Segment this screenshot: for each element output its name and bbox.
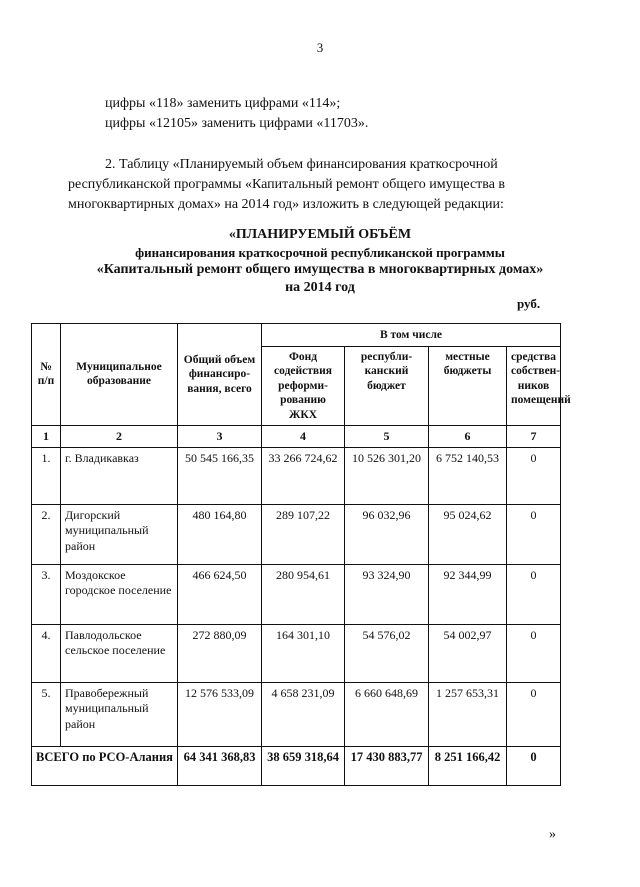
- total-amount: 50 545 166,35: [178, 447, 262, 504]
- fund-amount: 280 954,61: [262, 564, 345, 624]
- financing-table: [31, 323, 571, 786]
- owners-amount: 0: [507, 682, 561, 746]
- amendment-line-2: цифры «12105» заменить цифрами «11703».: [105, 116, 369, 131]
- owners-amount: 0: [507, 447, 561, 504]
- paragraph-line-1: 2. Таблицу «Планируемый объем финансирования краткосрочной: [105, 157, 498, 172]
- municipality-name: Моздокское городское поселение: [61, 564, 178, 624]
- grand-total-amount: 64 341 368,83: [178, 746, 262, 785]
- local-amount: 95 024,62: [429, 504, 507, 564]
- republic-amount: 93 324,90: [345, 564, 429, 624]
- table-row: [32, 447, 561, 504]
- table-title-line-3: «Капитальный ремонт общего имущества в многоквартирных домах»: [96, 262, 544, 277]
- total-amount: 480 164,80: [178, 504, 262, 564]
- currency-unit: руб.: [517, 296, 541, 311]
- row-number: 5.: [32, 682, 61, 746]
- header-municipality: Муниципальное образование: [61, 324, 178, 426]
- grand-local-amount: 8 251 166,42: [429, 746, 507, 785]
- table-row: [32, 504, 561, 564]
- fund-amount: 289 107,22: [262, 504, 345, 564]
- grand-owners-amount: 0: [507, 746, 561, 785]
- table-title-line-4: на 2014 год: [285, 280, 355, 295]
- total-label: ВСЕГО по РСО-Алания: [32, 746, 178, 785]
- republic-amount: 10 526 301,20: [345, 447, 429, 504]
- header-num: № п/п: [32, 324, 61, 426]
- fund-amount: 4 658 231,09: [262, 682, 345, 746]
- page-number: 3: [316, 40, 324, 55]
- total-amount: 272 880,09: [178, 624, 262, 682]
- table-title-line-2: финансирования краткосрочной республиканской программы: [135, 245, 505, 260]
- row-number: 2.: [32, 504, 61, 564]
- owners-amount: 0: [507, 564, 561, 624]
- header-owners: средства собствен-ников помещений: [507, 347, 561, 426]
- grand-fund-amount: 38 659 318,64: [262, 746, 345, 785]
- row-number: 1.: [32, 447, 61, 504]
- total-amount: 12 576 533,09: [178, 682, 262, 746]
- col-number: 1: [32, 425, 61, 447]
- header-including: В том числе: [262, 324, 561, 347]
- municipality-name: Дигорский муниципальный район: [61, 504, 178, 564]
- header-republic: республи-канский бюджет: [345, 347, 429, 426]
- col-number: 3: [178, 425, 262, 447]
- fund-amount: 33 266 724,62: [262, 447, 345, 504]
- municipality-name: г. Владикавказ: [61, 447, 178, 504]
- row-number: 3.: [32, 564, 61, 624]
- table-row: [32, 682, 561, 746]
- col-number: 5: [345, 425, 429, 447]
- amendment-line-1: цифры «118» заменить цифрами «114»;: [105, 96, 341, 111]
- col-number: 7: [507, 425, 561, 447]
- column-number-row: [32, 425, 561, 447]
- municipality-name: Правобережный муниципальный район: [61, 682, 178, 746]
- owners-amount: 0: [507, 504, 561, 564]
- header-fund: Фонд содействия реформи-рованию ЖКХ: [262, 347, 345, 426]
- table-title-line-1: «ПЛАНИРУЕМЫЙ ОБЪЁМ: [228, 227, 412, 242]
- municipality-name: Павлодольское сельское поселение: [61, 624, 178, 682]
- republic-amount: 6 660 648,69: [345, 682, 429, 746]
- total-row: [32, 746, 561, 785]
- col-number: 2: [61, 425, 178, 447]
- republic-amount: 54 576,02: [345, 624, 429, 682]
- total-amount: 466 624,50: [178, 564, 262, 624]
- table-row: [32, 624, 561, 682]
- local-amount: 92 344,99: [429, 564, 507, 624]
- local-amount: 6 752 140,53: [429, 447, 507, 504]
- fund-amount: 164 301,10: [262, 624, 345, 682]
- owners-amount: 0: [507, 624, 561, 682]
- closing-quote: »: [549, 827, 556, 842]
- local-amount: 54 002,97: [429, 624, 507, 682]
- row-number: 4.: [32, 624, 61, 682]
- paragraph-line-2: республиканской программы «Капитальный ремонт общего имущества в: [68, 177, 506, 192]
- col-number: 4: [262, 425, 345, 447]
- local-amount: 1 257 653,31: [429, 682, 507, 746]
- paragraph-line-3: многоквартирных домах» на 2014 год» изложить в следующей редакции:: [68, 197, 504, 212]
- header-row-1: [32, 324, 561, 347]
- table-row: [32, 564, 561, 624]
- header-total: Общий объем финансиро-вания, всего: [178, 324, 262, 426]
- grand-republic-amount: 17 430 883,77: [345, 746, 429, 785]
- col-number: 6: [429, 425, 507, 447]
- header-local: местные бюджеты: [429, 347, 507, 426]
- republic-amount: 96 032,96: [345, 504, 429, 564]
